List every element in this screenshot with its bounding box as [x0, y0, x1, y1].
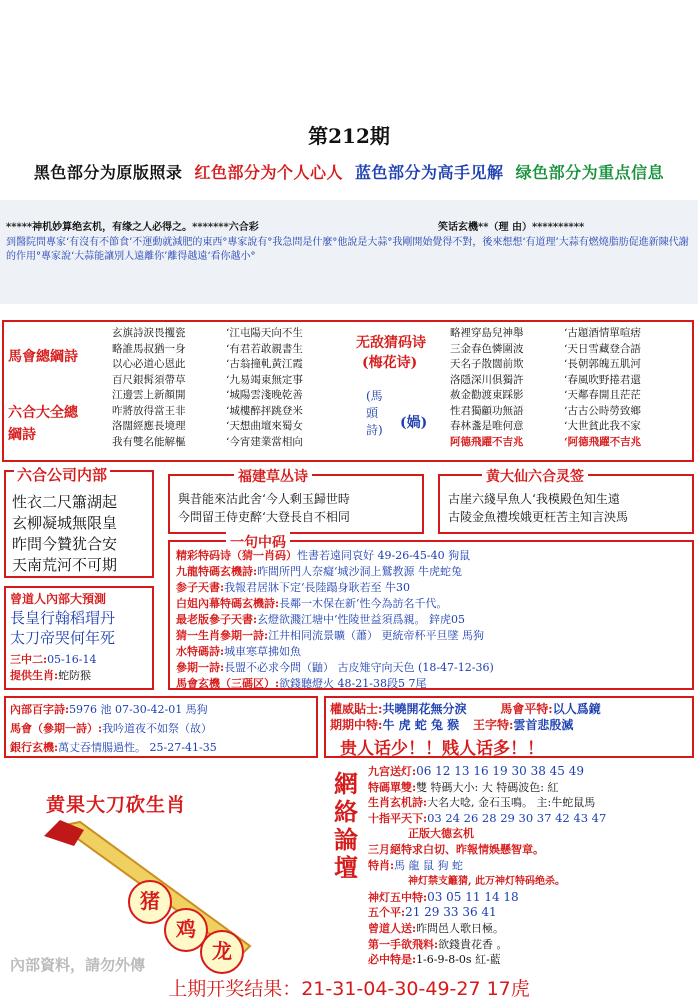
forum-row	[368, 811, 606, 827]
company-line: 性衣二尺簫湖起	[12, 493, 118, 511]
forum-value: 03 24 26 28 29 30 37 42 43 47	[427, 810, 607, 825]
forum-row	[368, 826, 606, 842]
slogan: 贵人话少！！贱人话多！！	[340, 739, 544, 759]
code-row-value: 欲錢聽燈火 48-21-38段5 7尾	[279, 677, 427, 690]
code-row	[176, 628, 494, 644]
poem-col-3	[450, 326, 524, 450]
zeng-forecast-lines	[10, 608, 115, 648]
poem-line: ‘春風吹野捲君還	[564, 373, 641, 386]
poem-line: ‘天鄰春開且茫茫	[564, 389, 641, 401]
forum-value: 03 05 11 14 18	[427, 889, 519, 904]
huang-line: 古陵金魚禮埃娥更枉苦主知言泱馬	[448, 510, 629, 524]
forum-row	[368, 842, 606, 858]
horse-poem-char: 頭	[366, 406, 379, 420]
poem-line: ‘古題酒情單喧痞	[564, 327, 641, 339]
internal-key: 馬會（參期一詩）:	[10, 722, 103, 735]
forum-key: 五个平:	[368, 906, 406, 920]
poem-col-1	[112, 326, 186, 450]
code-row-key: 猜一生肖參期一詩:	[176, 629, 269, 642]
code-row-value: 江井相同流景曠（蕭） 更統帝杯平旦墜 馬狗	[268, 629, 485, 642]
poem-line: ‘古翁撞軋黃江霞	[226, 358, 303, 370]
last-draw-result: 上期开奖结果：21-31-04-30-49-27 17虎	[168, 978, 530, 1000]
invincible-poem-title: 无敌猜码诗	[356, 335, 426, 351]
poem-line: 天名子散闊前欺	[450, 358, 524, 370]
huang-line: 古崖六綫早魚人‘我模殿色知生遠	[448, 492, 620, 506]
forum-key: 特肖:	[368, 858, 395, 872]
code-row	[176, 548, 494, 564]
zodiac-bead: 龙	[200, 930, 244, 974]
poem-line: ‘城樓醉抨跳登米	[226, 404, 303, 417]
legend-blue: 蓝色部分为高手见解	[355, 163, 504, 182]
poem-line: 以心必道心恩此	[112, 358, 186, 370]
code-row-value: 城車寒草拂如魚	[224, 645, 302, 658]
code-row-key: 白姐內幕特碼玄機詩:	[176, 597, 280, 610]
code-row-value: 我報君居牀下定‘長陸蹋身耿若至 牛30	[224, 581, 411, 594]
ad-left-title: *****神机妙算绝玄机，有缘之人必得之。*******六合彩	[6, 222, 259, 233]
three-of-two	[10, 652, 97, 668]
forum-row	[368, 890, 606, 906]
code-row	[176, 644, 494, 660]
tips-key: 王字特:	[472, 718, 514, 732]
zeng-line: 長皇行翰稻瑁丹	[10, 609, 116, 627]
tips-key: 期期中特:	[330, 718, 383, 732]
internal-value: 我吟道夜不如祭（故）	[102, 722, 213, 735]
tips-row-2	[330, 716, 573, 733]
poem-col-2	[226, 326, 303, 450]
code-row	[176, 676, 494, 692]
internal-rows	[10, 700, 217, 757]
forum-label: 網絡論壇	[334, 769, 358, 882]
joke-text: 到醫院問專家‘有沒有不節食’不運動就減肥的東西°專家說有°我急問是什麼°他說是大蒜°我剛開始覺得不對，後來想想‘有道理’大蒜有燃燒脂肪促進新陳代謝的作用°專家說‘大蒜能讓別人遠離你’離得越遠‘看你越小°	[6, 237, 689, 262]
code-row	[176, 564, 494, 580]
code-row	[176, 580, 494, 596]
legend-green: 绿色部分为重点信息	[515, 163, 665, 182]
poem-line: 三金春色憐圍波	[450, 342, 524, 355]
forum-row	[368, 764, 606, 780]
poem-line: 略裡穿島兒神舉	[450, 327, 524, 339]
six-poem-label: 六合大全總綱詩	[8, 405, 78, 443]
forum-value: 雙 特碼大小: 大 特碼波色: 紅	[416, 780, 559, 794]
horse-poem-char: (馬	[366, 389, 383, 403]
tips-row-1	[330, 700, 601, 717]
forum-row	[368, 795, 606, 811]
poem-line: 洛闊經應長境理	[112, 420, 186, 432]
tips-key: 馬會平特:	[500, 702, 553, 716]
poem-line: ‘九易竭東無定事	[226, 373, 303, 386]
sword-title: 黄果大刀砍生肖	[46, 794, 187, 816]
poem-line: 我有雙名能解樞	[112, 435, 186, 448]
provider-label: 提供生肖:	[10, 669, 59, 682]
plum-poem-subtitle: (梅花诗)	[362, 355, 418, 371]
forum-value: 1-6-9-8-0s 紅-藍	[416, 953, 501, 967]
poem-line: 咋將放得當王非	[112, 404, 186, 417]
fujian-poem-title: 福建草丛诗	[234, 466, 312, 486]
forum-row	[368, 952, 606, 968]
forum-row	[368, 905, 606, 921]
zeng-forecast-title: 曾道人內部大預測	[10, 592, 107, 606]
sword-bottom-note: 內部資料，請勿外傳	[10, 956, 146, 974]
tips-value: 以人爲鏡	[552, 702, 601, 716]
forum-key: 九宫送灯:	[368, 765, 417, 778]
poem-line: 赦金勸渡東踩影	[450, 389, 524, 401]
poem-line: ‘今宵建業當相向	[226, 435, 303, 448]
code-row	[176, 596, 494, 612]
forum-key: 必中特是:	[368, 953, 417, 967]
company-line: 玄柳凝城無限皇	[12, 514, 118, 532]
horse-poem-label: 馬會總綱詩	[8, 349, 78, 365]
ma-note: (媧)	[400, 415, 428, 431]
poem-line: ‘天日雪藏登合語	[564, 342, 641, 355]
poem-line: 百尺銀髯須帶草	[112, 373, 186, 386]
horse-poem-char: 詩)	[366, 423, 383, 437]
code-row-key: 参子天書:	[176, 581, 225, 594]
poem-line: ‘古古公時勞致鄉	[564, 404, 641, 417]
poem-line: 阿德飛躍不吉兆	[450, 435, 524, 448]
poem-col-4	[564, 326, 641, 450]
fujian-line: 與昔能來沽此舍‘今人剩玉歸世時	[178, 492, 350, 506]
company-line: 昨問今贊犹合安	[12, 535, 118, 553]
issue-number: 第212期	[308, 124, 390, 148]
poem-line: 玄旗詩淚畏攫瓷	[112, 327, 186, 339]
code-row	[176, 612, 494, 628]
tips-value: 雲首悲殷滅	[513, 718, 574, 732]
poem-line: 洛隱深川俱獨許	[450, 373, 524, 386]
zodiac-bead: 猪	[128, 880, 172, 924]
internal-value: 萬丈吞情腸過性。 25-27-41-35	[58, 741, 217, 754]
color-legend	[0, 160, 698, 183]
tips-value: 牛 虎 蛇 兔 猴	[382, 718, 460, 732]
poem-line: 性君獨顧功無語	[450, 404, 524, 417]
code-row	[176, 660, 494, 676]
forum-row	[368, 873, 606, 890]
forum-rows	[368, 764, 606, 968]
code-row-key: 九龍特碼玄機詩:	[176, 565, 258, 578]
tips-value: 共曉開花無分淚	[382, 702, 467, 716]
poem-line: ‘天想曲壇來蜀女	[226, 420, 303, 432]
code-row-value: 昨間所門人奈癡‘城沙洞上鷲教源 牛虎蛇兔	[257, 565, 463, 578]
legend-black: 黑色部分为原版照录	[33, 163, 183, 182]
provider-value: 蛇防猴	[58, 669, 92, 682]
huang-daxian-lines	[448, 490, 628, 526]
internal-row	[10, 738, 217, 757]
code-row-value: 長鄰一木保在新‘性今為訪名千代。	[279, 597, 448, 610]
provider-zodiac	[10, 668, 91, 684]
forum-row	[368, 937, 606, 953]
code-row-value: 玄燈欲濺江塘中‘性陵世益須爲親。 鋅虎05	[257, 613, 466, 626]
forum-key: 神灯五中特:	[368, 890, 428, 904]
forum-value: 大名大唸, 金石玉鳴。 主:牛蛇鼠馬	[427, 796, 596, 810]
code-row-key: 精彩特码诗（猜一肖码）	[176, 549, 297, 562]
huang-daxian-title: 黄大仙六合灵签	[482, 466, 588, 486]
forum-value: 馬 龍 鼠 狗 蛇	[394, 858, 464, 872]
forum-value: 欲錢貴花香 。	[438, 937, 508, 951]
code-row-key: 馬會玄機（三碼区）:	[176, 677, 280, 690]
forum-value: 06 12 13 16 19 30 38 45 49	[416, 764, 585, 778]
poem-line: 江邊雲上新顏開	[112, 389, 186, 401]
poem-line: ‘有君若敢親書生	[226, 342, 303, 355]
tips-key: 權威貼士:	[330, 702, 383, 716]
poem-line: 春林盞是唯何意	[450, 420, 524, 432]
forum-value: 21 29 33 36 41	[405, 905, 497, 920]
zodiac-bead: 鸡	[164, 908, 208, 952]
company-inside-lines	[12, 492, 117, 576]
forum-key: 正版大德玄机	[408, 827, 474, 841]
poem-line: ‘長朝郭魄五肌河	[564, 358, 641, 370]
legend-red: 红色部分为个人心人	[194, 163, 343, 182]
code-row-key: 水特碼詩:	[176, 645, 225, 658]
three-value: 05-16-14	[47, 653, 97, 666]
poem-line: ‘江屯陽天向不生	[226, 327, 303, 339]
internal-key: 內部百字詩:	[10, 703, 70, 716]
forum-key: 三月絕特求白切、昨報情娛懸智章。	[368, 842, 544, 856]
forum-key: 十指平天下:	[368, 811, 428, 825]
forum-row	[368, 858, 606, 874]
ad-right-title: 笑话玄機**（理 由）**********	[438, 222, 585, 233]
one-line-code-rows	[176, 548, 494, 692]
company-inside-title: 六合公司内部	[14, 464, 110, 485]
poem-line: ‘城陽雲淺晚乾善	[226, 389, 303, 401]
forum-key: 特碼單雙:	[368, 780, 417, 794]
forum-row	[368, 780, 606, 796]
three-label: 三中二:	[10, 653, 48, 666]
code-row-value: 性書若遠同哀好 49-26-45-40 狗鼠	[297, 549, 471, 562]
internal-key: 銀行玄機:	[10, 741, 59, 754]
forum-key: 神灯禁支籬猜, 此万神灯特码绝杀。	[408, 876, 565, 888]
forum-key: 生肖玄机詩:	[368, 796, 428, 810]
internal-row	[10, 719, 217, 738]
one-line-code-title: 一句中码	[226, 532, 290, 552]
poem-line: ‘大世貧此我不家	[564, 420, 641, 432]
forum-key: 第一手欲飛料:	[368, 937, 439, 951]
forum-value: 昨問邑人歌日極。	[416, 921, 505, 935]
poem-line: 略誰馬叔猶一身	[112, 342, 186, 355]
forum-key: 曾道人送:	[368, 921, 417, 935]
forum-row	[368, 921, 606, 937]
internal-value: 5976 池 07-30-42-01 馬狗	[69, 703, 208, 716]
fujian-line: 今問留王侍吏醉‘大登長自不相同	[178, 510, 350, 524]
horse-head-poem	[366, 388, 383, 439]
code-row-key: 參期一詩:	[176, 661, 225, 674]
internal-row	[10, 700, 217, 719]
fujian-poem-lines	[178, 490, 350, 526]
company-line: 天南荒河不可期	[12, 556, 118, 574]
zeng-line: 太刀帝哭何年死	[10, 629, 116, 647]
code-row-key: 最老版參子天書:	[176, 613, 258, 626]
poem-line: ‘阿德飛躍不吉兆	[564, 435, 642, 448]
code-row-value: 長盟不必求今問（鼬） 古皮雉守向天色 (18-47-12-36)	[224, 661, 494, 674]
